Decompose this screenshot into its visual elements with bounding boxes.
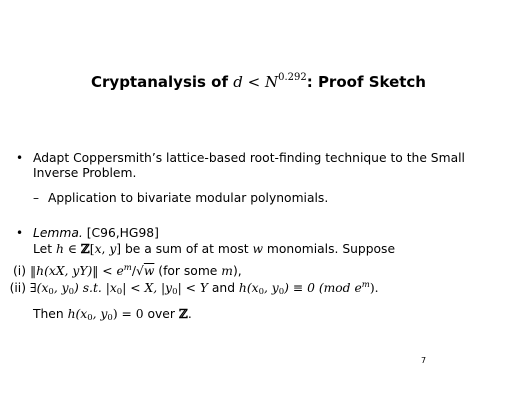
bullet-marker-1: •	[16, 151, 24, 165]
var-h: h	[55, 242, 64, 256]
cond-ii-abs1: |x	[105, 281, 117, 295]
page-number: 7	[421, 356, 427, 365]
lemma-label: Lemma.	[33, 226, 83, 240]
cond-ii-comma: , y	[53, 281, 69, 295]
title-suffix: : Proof Sketch	[306, 73, 426, 91]
cond-ii-sub: 0	[172, 287, 178, 297]
cond-ii-exp: m	[361, 280, 370, 290]
bullet-1-line-2: Inverse Problem.	[33, 166, 137, 180]
bracket-open: [	[89, 242, 95, 256]
cond-ii-st: ) s.t.	[74, 281, 106, 295]
bullet-1-line-1: Adapt Coppersmith’s lattice-based root-finding technique to the Small	[33, 151, 465, 165]
title-var-n: N	[264, 73, 279, 91]
cond-ii-sub: 0	[48, 287, 54, 297]
title-lt: <	[242, 73, 265, 91]
cond-ii-sub: 0	[278, 287, 285, 297]
bullet-marker-2: •	[16, 226, 24, 240]
title-prefix: Cryptanalysis of	[91, 73, 234, 91]
cond-i-sqrt: /√	[131, 264, 144, 278]
let-text-2: ] be a sum of at most	[116, 242, 253, 256]
then-integers: ℤ	[178, 306, 188, 321]
lemma-cite: [C96,HG98]	[82, 226, 159, 240]
cond-ii-comma2: , y	[263, 281, 279, 295]
let-text: Let	[33, 242, 56, 256]
var-y: y	[109, 242, 117, 256]
cond-ii-and: and	[207, 281, 239, 295]
var-w: w	[252, 242, 264, 256]
cond-i-end: ),	[232, 264, 242, 278]
cond-i-math: ‖h(xX, yY)‖ < e	[30, 264, 124, 278]
cond-ii-label: (ii)	[9, 281, 26, 295]
then-text: Then	[33, 307, 68, 321]
then-comma: , y	[92, 307, 108, 321]
cond-ii-lt2: | < Y	[177, 281, 208, 295]
then-dot: .	[187, 307, 192, 321]
cond-ii-exists: ∃(x	[30, 281, 49, 295]
condition-i	[4, 264, 242, 279]
lemma-let-line	[33, 241, 395, 257]
cond-ii-lt1: | < X, |y	[122, 281, 173, 295]
cond-ii-sub: 0	[258, 287, 264, 297]
cond-ii-end: ).	[369, 281, 379, 295]
cond-i-w: w	[143, 264, 155, 278]
then-eq: ) = 0	[112, 307, 144, 321]
cond-i-text: (for some	[154, 264, 222, 278]
cond-i-label: (i)	[12, 264, 26, 278]
then-h: h(x	[67, 307, 88, 321]
var-x: x	[94, 242, 102, 256]
in-symbol: ∈	[63, 242, 81, 256]
cond-ii-sub: 0	[68, 287, 75, 297]
cond-ii-sub: 0	[116, 287, 123, 297]
cond-ii-h: h(x	[238, 281, 259, 295]
slide-title	[0, 73, 517, 91]
cond-ii-cong: ) ≡ 0 (mod e	[284, 281, 362, 295]
bullet-1-sub: Application to bivariate modular polynomials.	[48, 191, 329, 205]
then-over: over	[143, 307, 179, 321]
dash-marker-1: –	[33, 191, 39, 205]
let-text-3: monomials. Suppose	[263, 242, 396, 256]
comma: ,	[101, 242, 110, 256]
then-sub: 0	[107, 313, 113, 323]
then-sub: 0	[87, 313, 93, 323]
condition-ii	[4, 281, 379, 296]
lemma-then-line	[33, 306, 192, 322]
lemma-heading	[33, 226, 159, 241]
title-exponent: 0.292	[278, 72, 307, 83]
title-var-d: d	[233, 73, 243, 91]
cond-i-exp: m	[123, 263, 132, 273]
cond-i-m: m	[221, 264, 233, 278]
integers-symbol: ℤ	[80, 241, 90, 256]
